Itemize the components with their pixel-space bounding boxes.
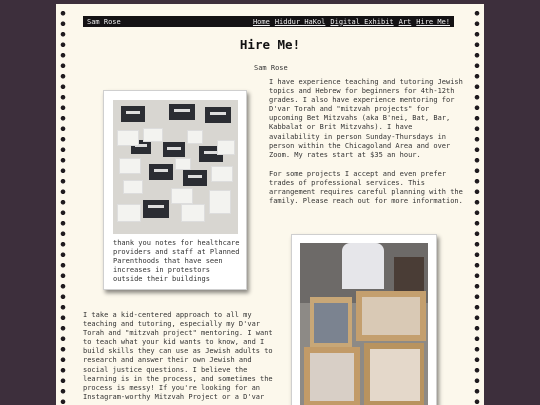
polaroid-mitzvah-project <box>291 234 437 405</box>
notebook-page <box>56 4 484 405</box>
nav-link-art[interactable]: Art <box>398 17 412 26</box>
nav-link-digital-exhibit[interactable]: Digital Exhibit <box>330 17 394 26</box>
thank-you-notes-caption: thank you notes for healthcare providers and staff at Planned Parenthoods that have seen increases in protestors outside their buildings <box>113 239 240 284</box>
nav-link-hiddur-hakol[interactable]: Hiddur HaKol <box>274 17 326 26</box>
page-title: Hire Me! <box>239 37 301 52</box>
mitzvah-project-photo <box>300 243 428 405</box>
approach-paragraph: I take a kid-centered approach to all my teaching and tutoring, especially my D'var Torah and "mitzvah project" mentoring. I want to teach what your kid wants to know, and I build skills they can use as Jewish adults to research and answer their own Jewish and social justice questions. I believe the learning is in the process, and sometimes the process is messy! If you're looking for an Instagram-worthy Mitzvah Project or a D'var <box>83 311 273 401</box>
site-brand[interactable]: Sam Rose <box>87 17 121 26</box>
trades-paragraph: For some projects I accept and even prefer trades of professional services. This arrangement requires careful planning with the family. Please reach out for more information. <box>269 170 463 206</box>
polaroid-thank-you-notes <box>103 90 247 290</box>
intro-paragraph: I have experience teaching and tutoring Jewish topics and Hebrew for beginners for 4th-12th grades. I also have experience mentoring for D'var Torah and "mitzvah projects" for upcoming Bet Mitzvahs (aka B'nei, Bat, Bar, Kabbalat or Brit Mitzvahs). I have availability in person Sunday-Thursdays in person within the Chicagoland Area and over Zoom. My rates start at $35 an hour. <box>269 78 463 159</box>
binder-holes-right <box>473 8 481 405</box>
author-byline: Sam Rose <box>254 64 288 72</box>
nav-link-home[interactable]: Home <box>252 17 270 26</box>
thank-you-notes-photo <box>113 100 238 234</box>
binder-holes-left <box>59 8 67 405</box>
nav-links <box>253 18 450 26</box>
nav-link-hire-me[interactable]: Hire Me! <box>416 17 450 26</box>
top-navbar <box>83 16 454 27</box>
